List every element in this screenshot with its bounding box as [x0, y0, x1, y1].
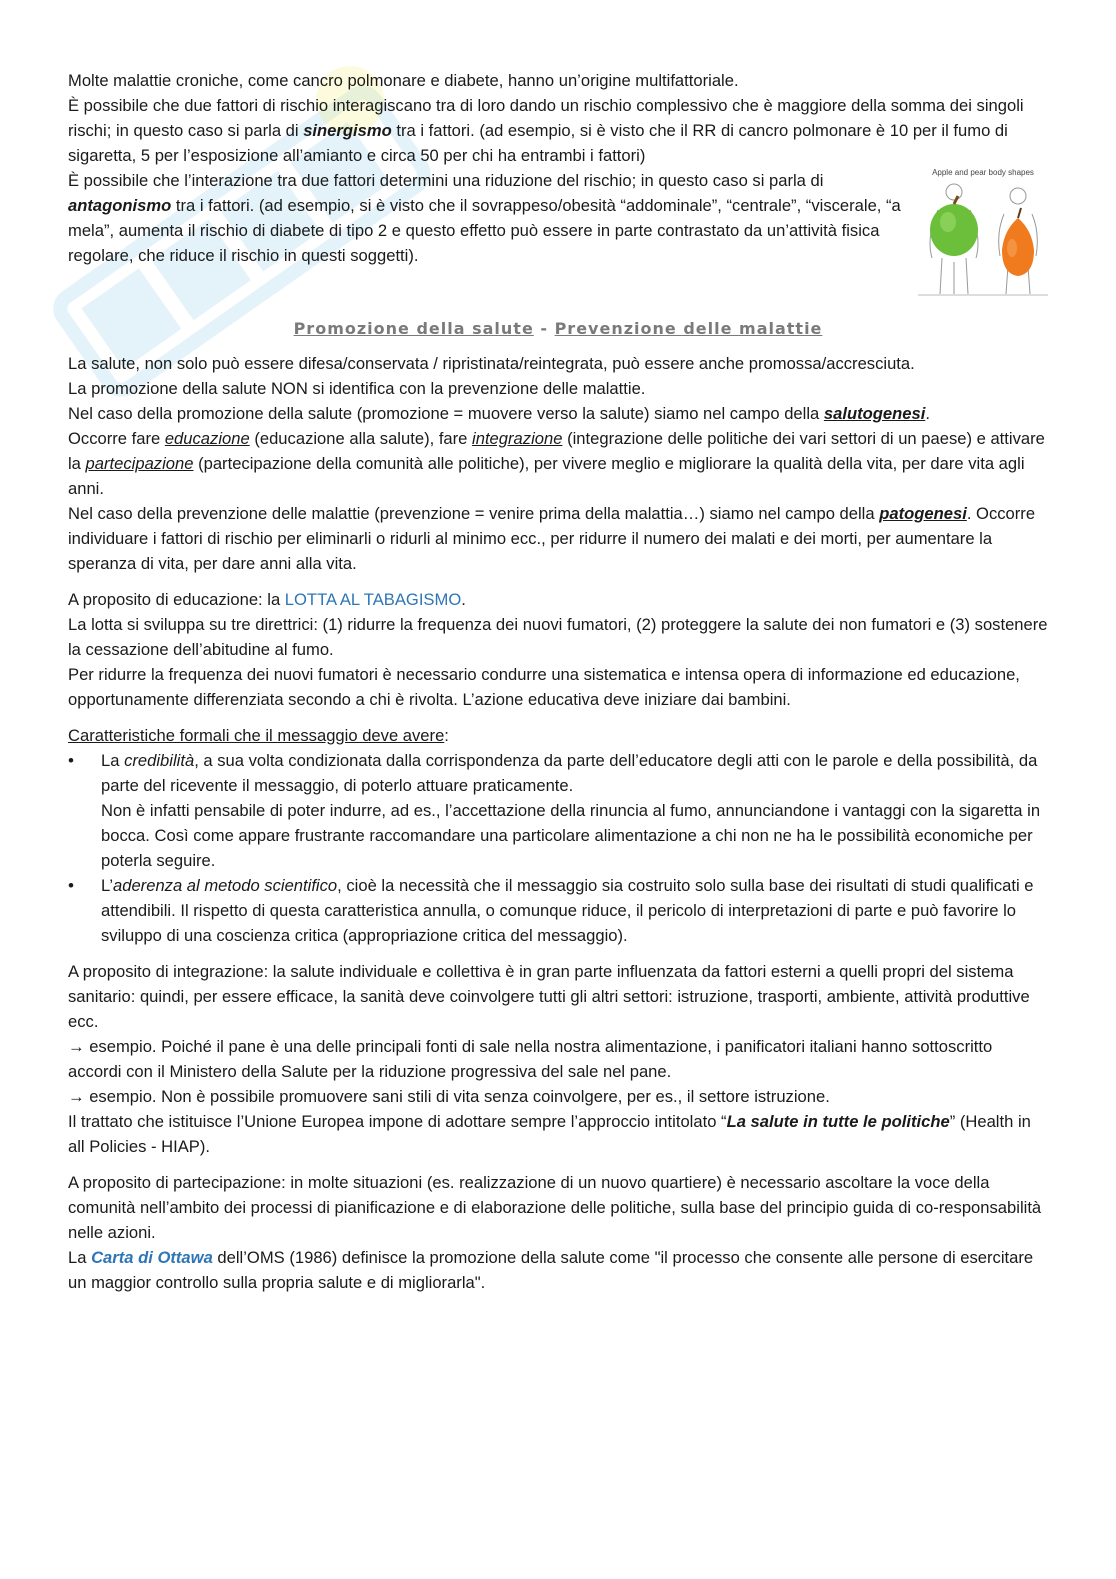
integ-p4: Il trattato che istituisce l’Unione Europea impone di adottare sempre l’approccio intitolato “La salute in tutte le politiche” (Health in all Policies - HIAP). — [68, 1112, 1031, 1156]
list-item-credibilita: • La credibilità, a sua volta condizionata dalla corrispondenza da parte dell’educatore degli atti con le parole e della possibilità, da parte del ricevente il messaggio, di poterlo attuare praticamente. Non è infatti pensabile di poter indurre, ad es., l’accettazione della rinuncia al fumo, annunciandone i vantaggi con la sigaretta in bocca. Così come appare frustrante raccomandare una particolare alimentazione a chi non ne ha le possibilità economiche per poterla seguire. — [68, 748, 1048, 873]
promo-p1: La salute, non solo può essere difesa/conservata / ripristinata/reintegrata, può essere anche promossa/accresciuta. — [68, 354, 915, 373]
carta-ottawa-link: Carta di Ottawa — [91, 1248, 213, 1267]
features-list — [68, 748, 1048, 948]
promo-p2: La promozione della salute NON si identifica con la prevenzione delle malattie. — [68, 379, 646, 398]
figure-caption: Apple and pear body shapes — [932, 168, 1034, 177]
integ-p1: A proposito di integrazione: la salute individuale e collettiva è in gran parte influenzata da fattori esterni a quelli propri del sistema sanitario: quindi, per essere efficace, la sanità deve coinvolgere tutti gli altri settori: istruzione, trasporti, ambiente, attività produttive ecc. — [68, 962, 1030, 1031]
partec-p1: A proposito di partecipazione: in molte situazioni (es. realizzazione di un nuovo quartiere) è necessario ascoltare la voce della comunità nell’ambito dei processi di pianificazione e di elaborazione delle politiche, sulla base del principio guida di co-responsabilità nelle azioni. — [68, 1173, 1042, 1242]
section-title-prevenzione: Prevenzione delle malattie — [554, 319, 823, 338]
lotta-tabagismo-link: LOTTA AL TABAGISMO — [284, 590, 462, 609]
educazione-block — [68, 587, 1048, 712]
educ-p2: La lotta si sviluppa su tre direttrici: (1) ridurre la frequenza dei nuovi fumatori, (2) proteggere la salute dei non fumatori e (3) sostenere la cessazione dell’abitudine al fumo. — [68, 615, 1048, 659]
section-title-promozione: Promozione della salute — [293, 319, 534, 338]
promo-p4: Occorre fare educazione (educazione alla salute), fare integrazione (integrazione delle politiche dei vari settori di un paese) e attivare la partecipazione (partecipazione della comunità alle politiche), per vivere meglio e migliorare la qualità della vita, per dare vita agli anni. — [68, 429, 1045, 498]
caratteristiche-block — [68, 723, 1048, 948]
promo-p5: Nel caso della prevenzione delle malattie (prevenzione = venire prima della malattia…) siamo nel campo della patogenesi. Occorre individuare i fattori di rischio per eliminarli o ridurli al minimo ecc., per ridurre il numero dei malati e dei morti, per aumentare la speranza di vita, per dare anni alla vita. — [68, 504, 1036, 573]
arrow-icon: → — [68, 1037, 85, 1056]
document-page — [68, 68, 1048, 1295]
partecipazione-block — [68, 1170, 1048, 1295]
apple-pear-figure — [918, 168, 1048, 298]
intro-line-1: Molte malattie croniche, come cancro polmonare e diabete, hanno un’origine multifattoriale. — [68, 71, 739, 90]
intro-antagonism: È possibile che l’interazione tra due fattori determini una riduzione del rischio; in questo caso si parla di antagonismo tra i fattori. (ad esempio, si è visto che il sovrappeso/obesità “addominale”, “centrale”, “viscerale, “a mela”, aumenta il rischio di diabete di tipo 2 e questo effetto può essere in parte contrastato da un’attività fisica regolare, che riduce il rischio in questi soggetti). — [68, 171, 901, 265]
features-heading: Caratteristiche formali che il messaggio deve avere: — [68, 726, 449, 745]
arrow-icon: → — [68, 1087, 85, 1106]
educ-p3: Per ridurre la frequenza dei nuovi fumatori è necessario condurre una sistematica e intensa opera di informazione ed educazione, opportunamente differenziata secondo a chi è rivolta. L’azione educativa deve iniziare dai bambini. — [68, 665, 1020, 709]
partec-p2: La Carta di Ottawa dell’OMS (1986) definisce la promozione della salute come "il processo che consente alle persone di esercitare un maggior controllo sulla propria salute e di migliorarla". — [68, 1248, 1034, 1292]
list-item-aderenza: • L’aderenza al metodo scientifico, cioè la necessità che il messaggio sia costruito solo sulla base dei risultati di studi qualificati e attendibili. Il rispetto di questa caratteristica annulla, o comunque riduce, il pericolo di interpretazioni di parte e può favorire lo sviluppo di una coscienza critica (appropriazione critica del messaggio). — [68, 873, 1048, 948]
apple-pear-body-illustration — [918, 178, 1048, 296]
promozione-block — [68, 351, 1048, 576]
section-title: Promozione della salute - Prevenzione delle malattie — [293, 319, 823, 338]
integ-example-2: → esempio. Non è possibile promuovere sani stili di vita senza coinvolgere, per es., il settore istruzione. — [68, 1087, 830, 1106]
integ-example-1: → esempio. Poiché il pane è una delle principali fonti di sale nella nostra alimentazione, i panificatori italiani hanno sottoscritto accordi con il Ministero della Salute per la riduzione progressiva del sale nel pane. — [68, 1037, 993, 1081]
promo-p3: Nel caso della promozione della salute (promozione = muovere verso la salute) siamo nel campo della salutogenesi. — [68, 404, 930, 423]
integrazione-block — [68, 959, 1048, 1159]
educ-p1: A proposito di educazione: la LOTTA AL TABAGISMO. — [68, 590, 466, 609]
intro-synergism: È possibile che due fattori di rischio interagiscano tra di loro dando un rischio complessivo che è maggiore della somma dei singoli rischi; in questo caso si parla di sinergismo tra i fattori. (ad esempio, si è visto che il RR di cancro polmonare è 10 per il fumo di sigaretta, 5 per l’esposizione all’amianto e circa 50 per chi ha entrambi i fattori) — [68, 96, 1024, 165]
